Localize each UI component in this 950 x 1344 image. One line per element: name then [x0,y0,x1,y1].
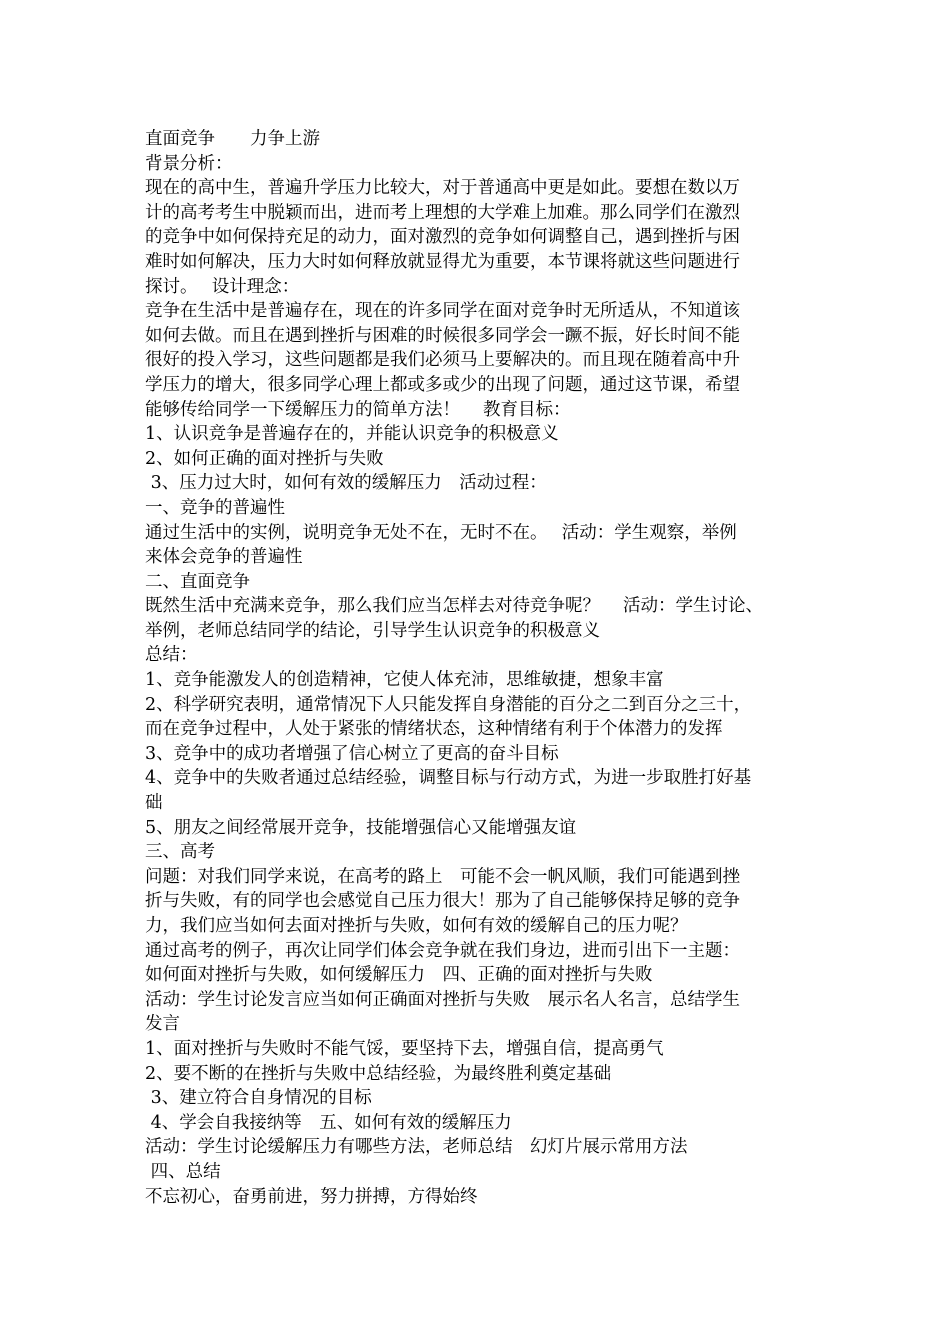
paragraph-line: 如何面对挫折与失败，如何缓解压力 四、正确的面对挫折与失败 [145,965,653,986]
paragraph-line: 现在的高中生，普遍升学压力比较大，对于普通高中更是如此。要想在数以万 [145,178,740,199]
paragraph-line: 不忘初心，奋勇前进，努力拼搏，方得始终 [145,1186,478,1207]
list-item: 4、学会自我接纳等 五、如何有效的缓解压力 [145,1112,512,1133]
section-heading: 二、直面竞争 [145,571,250,592]
section-heading: 总结： [145,645,198,666]
section-heading: 背景分析： [145,153,233,174]
section-heading: 一、竞争的普遍性 [145,497,285,518]
section-heading: 四、总结 [145,1161,221,1182]
list-item: 础 [145,793,163,814]
paragraph-line: 计的高考考生中脱颖而出，进而考上理想的大学难上加难。那么同学们在激烈 [145,202,740,223]
paragraph-line: 既然生活中充满来竞争，那么我们应当怎样去对待竞争呢？ 活动：学生讨论、 [145,596,764,617]
paragraph-line: 能够传给同学一下缓解压力的简单方法！ 教育目标： [145,399,571,420]
paragraph-line: 来体会竞争的普遍性 [145,547,303,568]
list-item: 3、压力过大时，如何有效的缓解压力 活动过程： [145,473,547,494]
paragraph-line: 活动：学生讨论缓解压力有哪些方法，老师总结 幻灯片展示常用方法 [145,1137,688,1158]
list-item: 1、面对挫折与失败时不能气馁，要坚持下去，增强自信，提高勇气 [145,1038,664,1059]
section-heading: 三、高考 [145,842,215,863]
list-item: 3、竞争中的成功者增强了信心树立了更高的奋斗目标 [145,743,559,764]
list-item: 2、科学研究表明，通常情况下人只能发挥自身潜能的百分之二到百分之三十， [145,694,752,715]
list-item: 1、认识竞争是普遍存在的，并能认识竞争的积极意义 [145,424,559,445]
paragraph-line: 学压力的增大，很多同学心理上都或多或少的出现了问题，通过这节课，希望 [145,374,740,395]
paragraph-line: 问题：对我们同学来说，在高考的路上 可能不会一帆风顺，我们可能遇到挫 [145,866,740,887]
list-item: 2、要不断的在挫折与失败中总结经验，为最终胜利奠定基础 [145,1063,612,1084]
paragraph-line: 折与失败，有的同学也会感觉自己压力很大！那为了自己能够保持足够的竞争 [145,891,740,912]
paragraph-line: 举例，老师总结同学的结论，引导学生认识竞争的积极意义 [145,620,600,641]
list-item: 4、竞争中的失败者通过总结经验，调整目标与行动方式，为进一步取胜打好基 [145,768,752,789]
document-title: 直面竞争 力争上游 [145,129,320,149]
paragraph-line: 通过高考的例子，再次让同学们体会竞争就在我们身边，进而引出下一主题： [145,940,740,961]
list-item: 2、如何正确的面对挫折与失败 [145,448,384,469]
paragraph-line: 很好的投入学习，这些问题都是我们必须马上要解决的。而且现在随着高中升 [145,350,740,371]
document-body [145,127,825,1209]
paragraph-line: 难时如何解决，压力大时如何释放就显得尤为重要，本节课将就这些问题进行 [145,251,740,272]
list-item: 3、建立符合自身情况的目标 [145,1088,372,1109]
paragraph-line: 探讨。 设计理念： [145,276,300,297]
list-item: 5、朋友之间经常展开竞争，技能增强信心又能增强友谊 [145,817,577,838]
paragraph-line: 力，我们应当如何去面对挫折与失败，如何有效的缓解自己的压力呢？ [145,916,688,936]
paragraph-line: 通过生活中的实例，说明竞争无处不在，无时不在。 活动：学生观察，举例 [145,522,737,543]
paragraph-line: 发言 [145,1014,180,1035]
paragraph-line: 活动：学生讨论发言应当如何正确面对挫折与失败 展示名人名言，总结学生 [145,989,740,1010]
list-item: 而在竞争过程中，人处于紧张的情绪状态，这种情绪有利于个体潜力的发挥 [145,719,723,740]
paragraph-line: 如何去做。而且在遇到挫折与困难的时候很多同学会一蹶不振，好长时间不能 [145,325,740,346]
list-item: 1、竞争能激发人的创造精神，它使人体充沛，思维敏捷，想象丰富 [145,670,664,691]
paragraph-line: 竞争在生活中是普遍存在，现在的许多同学在面对竞争时无所适从，不知道该 [145,301,740,322]
paragraph-line: 的竞争中如何保持充足的动力，面对激烈的竞争如何调整自己，遇到挫折与困 [145,227,740,248]
